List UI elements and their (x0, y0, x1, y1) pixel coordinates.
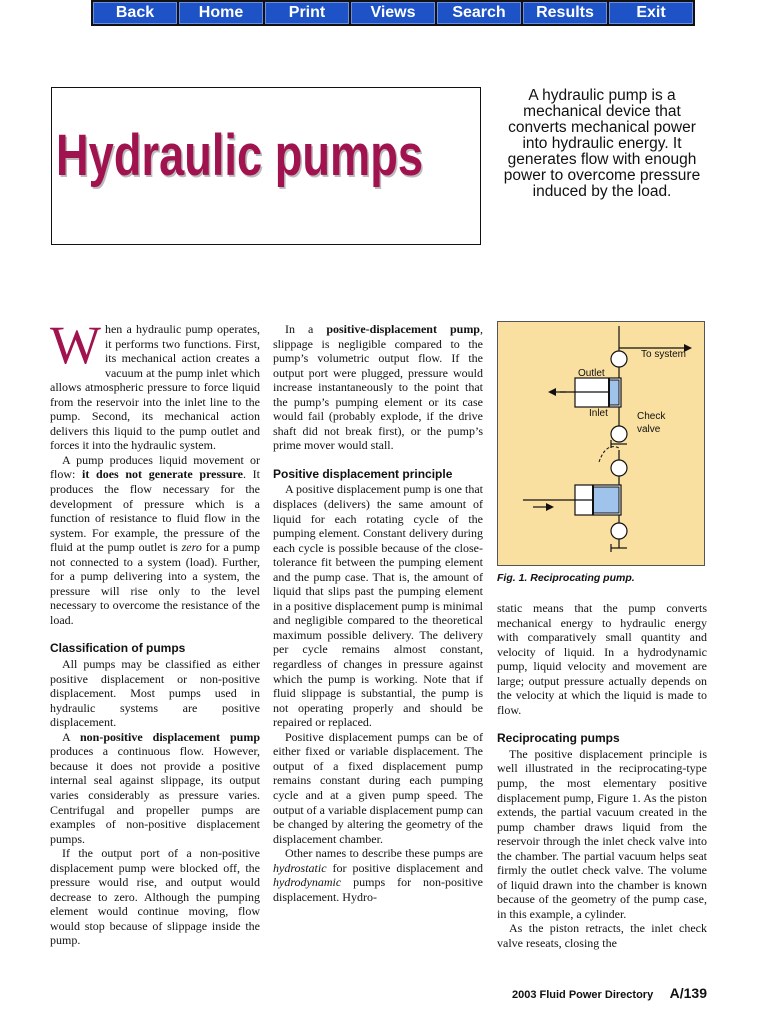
column-1 (50, 315, 260, 948)
drop-cap: W (50, 315, 101, 375)
italic-text: zero (181, 540, 202, 555)
publication-name: 2003 Fluid Power Directory (511, 989, 654, 1001)
results-button[interactable]: Results (523, 2, 607, 24)
page-number: A/139 (669, 985, 707, 1001)
paragraph (273, 846, 483, 904)
text-run: In a (285, 322, 327, 336)
bold-text: positive-displacement pump (326, 322, 480, 336)
paragraph: Positive displacement pumps can be of either fixed or variable displacement. The output of a fixed displacement pump remains constant during each pumping cycle and at a given pump speed. The output of a variable displacement pump can be changed by altering the geometry of the displacement chamber. (273, 729, 483, 846)
exit-button[interactable]: Exit (609, 2, 693, 24)
print-button[interactable]: Print (265, 2, 349, 24)
outlet-label: Outlet (578, 368, 605, 379)
check-valve-ball (611, 523, 627, 539)
home-button[interactable]: Home (179, 2, 263, 24)
text-run: produces a continuous flow. However, because it does not provide a positive internal seal against slippage, its output varies considerably as pressure varies. Centrifugal and propeller pumps are examples of non-positive displacement pumps. (50, 744, 260, 846)
paragraph: As the piston retracts, the inlet check valve reseats, closing the (497, 921, 707, 951)
check-label: Check (637, 411, 666, 422)
reciprocating-pump-figure (497, 321, 705, 566)
fluid (593, 487, 619, 513)
text-run: for a pump not connected to a system (load). Further, for a pump delivering into a system, the pressure will rise only to the level necessary to overcome the resistance of the load. (50, 540, 260, 627)
fluid (609, 380, 619, 405)
text-run: . It produces the flow necessary for the development of pressure which is a function of resistance to fluid flow in the system. For example, the pressure of the fluid at the pump outlet is (50, 467, 260, 555)
intro-text: A hydraulic pump is a mechanical device that converts mechanical power into hydraulic energy. It generates flow with enough power to overcome pressure induced by the load. (503, 87, 701, 200)
check-valve-ball (611, 460, 627, 476)
paragraph: A positive displacement pump is one that displaces (delivers) the same amount of liquid for each rotating cycle of the pumping element. Constant delivery during each cycle is possible because of the close-tolerance fit between the pumping element and the pump case. That is, the amount of liquid that slips past the pumping element in a positive displacement pump is minimal and negligible compared to the theoretical maximum possible delivery. The delivery per cycle remains almost constant, regardless of changes in pressure against which the pump is working. Note that if fluid slippage is substantial, the pump is not operating properly and should be repaired or replaced. (273, 482, 483, 730)
search-button[interactable]: Search (437, 2, 521, 24)
paragraph: If the output port of a non-positive displacement pump were blocked off, the pressure would rise, and output would decrease to zero. Although the pumping element would continue moving, flow would stop because of slippage inside the pump. (50, 846, 260, 948)
column-2 (273, 322, 483, 904)
section-heading: Classification of pumps (50, 641, 186, 656)
paragraph: All pumps may be classified as either positive displacement or non-positive displacement. Most pumps used in hydraulic systems are positive displacement. (50, 657, 260, 730)
flow-arrow (599, 447, 619, 462)
text-run: Other names to describe these pumps are (285, 846, 483, 861)
paragraph (273, 322, 483, 453)
paragraph (50, 730, 260, 846)
valve-label: valve (637, 424, 661, 435)
page-footer (512, 985, 707, 1003)
figure-caption: Fig. 1. Reciprocating pump. (497, 572, 635, 584)
arrow-icon (548, 388, 556, 396)
section-heading: Positive displacement principle (273, 466, 453, 481)
italic-text: hydrostatic (273, 860, 327, 875)
paragraph: The positive displacement principle is well illustrated in the reciprocating-type pump, the most elementary positive displacement pump, Figure 1. As the piston extends, the partial vacuum created in the pump chamber draws liquid from the reservoir through the inlet check valve into the chamber. The partial vacuum helps seat firmly the outlet check valve. The volume of liquid drawn into the chamber is known because of the geometry of the pump case, in this example, a cylinder. (497, 746, 707, 921)
back-button[interactable]: Back (93, 2, 177, 24)
to-system-label: To system (641, 349, 687, 360)
views-button[interactable]: Views (351, 2, 435, 24)
column-3 (497, 601, 707, 951)
navigation-bar (91, 0, 695, 26)
bold-text: it does not generate pressure (82, 467, 243, 482)
section-heading: Reciprocating pumps (497, 731, 620, 746)
text-run: A pump produces liquid movement or flow: (50, 452, 260, 482)
text-run: pumps for non-positive displacement. Hydro- (273, 875, 483, 904)
text-run: A (62, 729, 80, 744)
italic-text: hydrodynamic (273, 875, 342, 890)
inlet-label: Inlet (589, 408, 608, 419)
check-valve-ball (611, 351, 627, 367)
paragraph (50, 453, 260, 628)
arrow-icon (546, 503, 554, 511)
title-box (51, 87, 481, 245)
paragraph (50, 315, 260, 453)
pump-diagram (498, 322, 704, 565)
paragraph-text: hen a hydraulic pump operates, it performs two functions. First, its mechanical action creates a vacuum at the pump inlet which allows atmospheric pressure to force liquid from the reservoir into the inlet line to the pump. Second, its mechanical action delivers this liquid to the pump outlet and forces it into the hydraulic system. (50, 322, 260, 453)
bold-text: non-positive displacement pump (80, 729, 260, 744)
text-run: , slippage is negligible compared to the pump’s volumetric output flow. If the output port were plugged, pressure would increase instantaneously to the point that the pump’s pumping element or its case would fail (probably explode, if the drive shaft did not break first), or the pump’s prime mover would stall. (273, 322, 483, 453)
page-title: Hydraulic pumps (56, 123, 424, 188)
paragraph: static means that the pump converts mechanical energy to hydraulic energy with comparatively small quantity and velocity of liquid. In a hydrodynamic pump, liquid velocity and movement are large; output pressure actually depends on the velocity at which the liquid is made to flow. (497, 601, 707, 717)
check-valve-ball (611, 426, 627, 442)
text-run: for positive displacement and (326, 860, 483, 875)
